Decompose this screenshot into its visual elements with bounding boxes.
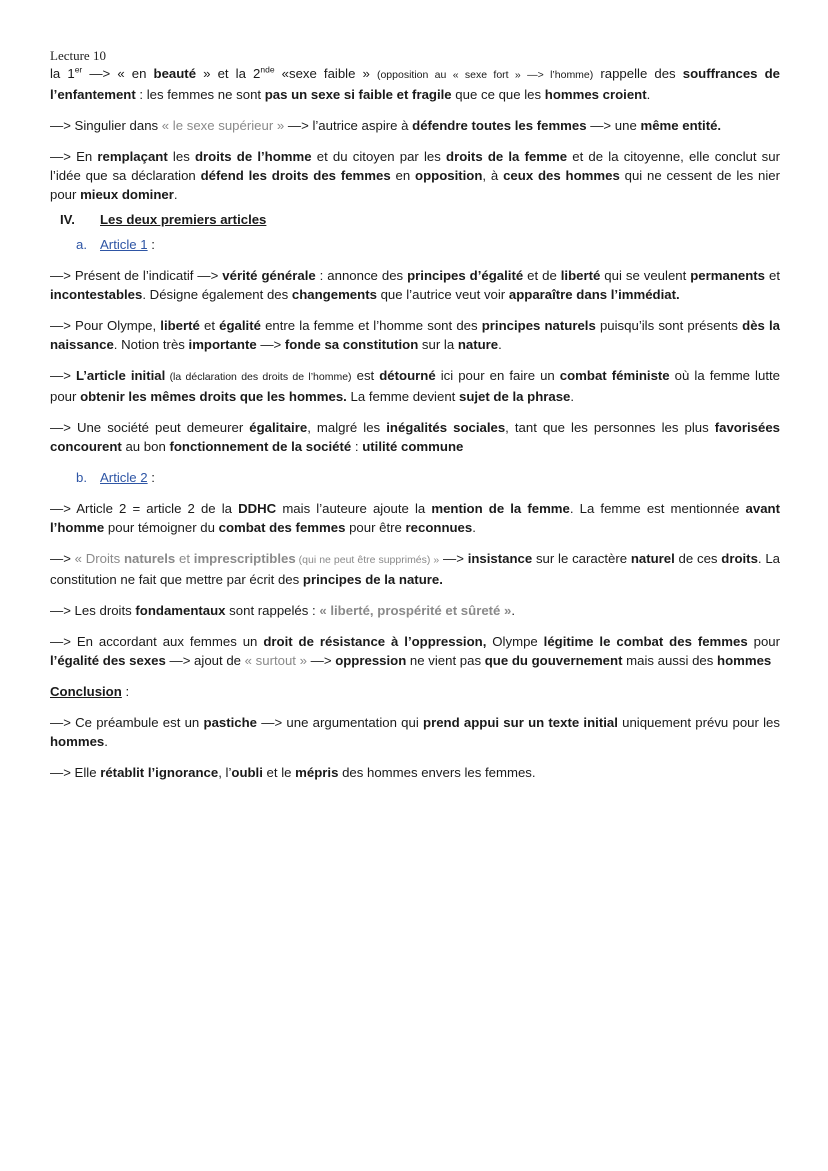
paragraph-pastiche: —> Ce préambule est un pastiche —> une argumentation qui prend appui sur un texte initial uniquement prévu pour les hommes. — [50, 715, 780, 749]
section-title: Les deux premiers articles — [100, 212, 267, 227]
paragraph-intro: la 1er —> « en beauté » et la 2nde «sexe faible » (opposition au « sexe fort » —> l’homme) rappelle des souffrances de l’enfantement : les femmes ne sont pas un sexe si faible et fragile que ce que les hommes croient. — [50, 64, 780, 102]
paragraph-article-initial: —> L’article initial (la déclaration des droits de l’homme) est détourné ici pour en faire un combat féministe où la femme lutte pour obtenir les mêmes droits que les hommes. La femme devient sujet de la phrase. — [50, 368, 780, 404]
subheading-number: a. — [76, 237, 87, 252]
document-page — [50, 48, 780, 782]
paragraph-droits-naturels: —> « Droits naturels et imprescriptibles (qui ne peut être supprimés) » —> insistance sur le caractère naturel de ces droits. La constitution ne fait que mettre par écrit des principes de la nature. — [50, 551, 781, 587]
paragraph-ddhc: —> Article 2 = article 2 de la DDHC mais l’auteure ajoute la mention de la femme. La femme est mentionnée avant l’homme pour témoigner du combat des femmes pour être reconnues. — [50, 501, 780, 535]
paragraph-droit-resistance: —> En accordant aux femmes un droit de résistance à l’oppression, Olympe légitime le combat des femmes pour l’égalité des sexes —> ajout de « surtout » —> oppression ne vient pas que du gouvernement mais aussi des hommes — [50, 634, 781, 668]
article-2-link[interactable]: Article 2 — [100, 470, 148, 485]
paragraph-present-indicatif: —> Présent de l’indicatif —> vérité générale : annonce des principes d’égalité et de liberté qui se veulent permanents et incontestables. Désigne également des changements que l’autrice veut voir apparaître dans l’immédiat. — [50, 268, 780, 302]
conclusion-label: Conclusion — [50, 684, 122, 699]
paragraph-ignorance: —> Elle rétablit l’ignorance, l’oubli et le mépris des hommes envers les femmes. — [50, 765, 536, 780]
article-1-link[interactable]: Article 1 — [100, 237, 148, 252]
paragraph-singulier: —> Singulier dans « le sexe supérieur » —> l’autrice aspire à défendre toutes les femmes —> une même entité. — [50, 118, 722, 133]
subheading-article-2: b. Article 2 : — [76, 470, 155, 485]
paragraph-societe-egalitaire: —> Une société peut demeurer égalitaire, malgré les inégalités sociales, tant que les personnes les plus favorisées concourent au bon fonctionnement de la société : utilité commune — [50, 420, 780, 454]
section-number: IV. — [60, 212, 75, 227]
subheading-article-1: a. Article 1 : — [76, 237, 155, 252]
paragraph-olympe-liberte: —> Pour Olympe, liberté et égalité entre la femme et l’homme sont des principes naturels puisqu’ils sont présents dès la naissance. Notion très importante —> fonde sa constitution sur la nature. — [50, 318, 781, 352]
page-header: Lecture 10 — [50, 48, 106, 63]
paragraph-remplacant: —> En remplaçant les droits de l’homme et du citoyen par les droits de la femme et de la citoyenne, elle conclut sur l’idée que sa déclaration défend les droits des femmes en opposition, à ceux des hommes qui ne cessent de les nier pour mieux dominer. — [50, 149, 781, 202]
conclusion-heading: Conclusion : — [50, 684, 130, 699]
subheading-number: b. — [76, 470, 87, 485]
section-heading-iv — [60, 210, 780, 229]
paragraph-droits-fondamentaux: —> Les droits fondamentaux sont rappelés : « liberté, prospérité et sûreté ». — [50, 603, 516, 618]
